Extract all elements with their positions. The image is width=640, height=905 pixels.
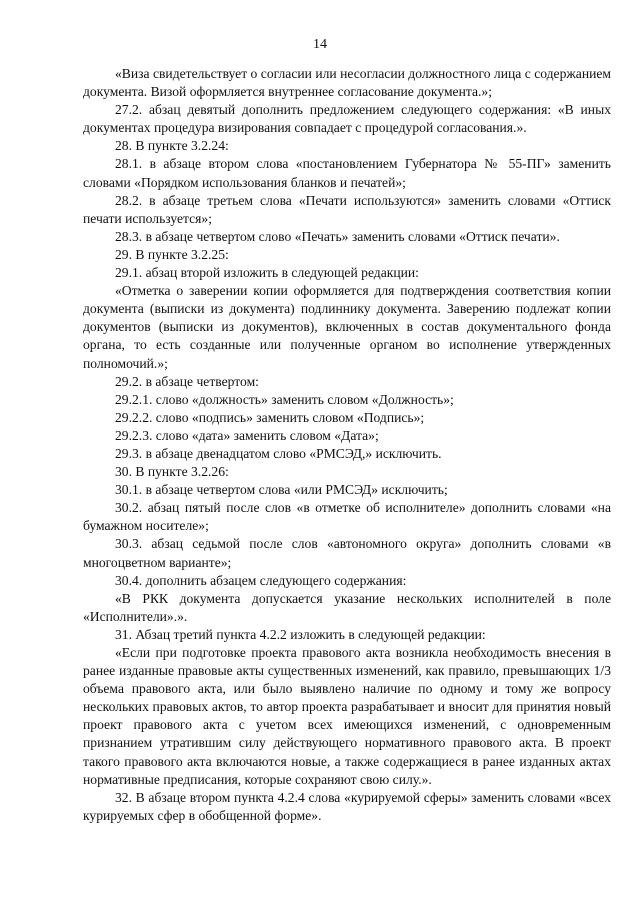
paragraph-29-2-1: 29.2.1. слово «должность» заменить словом «Должность»;: [115, 391, 454, 407]
paragraph-28: 28. В пункте 3.2.24:: [115, 138, 229, 154]
paragraph-28-3: 28.3. в абзаце четвертом слово «Печать» заменить словами «Оттиск печати».: [115, 228, 560, 244]
paragraph-28-1: 28.1. в абзаце втором слова «постановлением Губернатора № 55-ПГ» заменить словами «Порядком использования бланков и печатей»;: [83, 156, 611, 190]
paragraph-29-2-2: 29.2.2. слово «подпись» заменить словом «Подпись»;: [115, 409, 425, 425]
paragraph-27-2: 27.2. абзац девятый дополнить предложением следующего содержания: «В иных документах процедура визирования совпадает с процедурой согласования.».: [83, 102, 611, 136]
paragraph-30-4: 30.4. дополнить абзацем следующего содержания:: [115, 572, 407, 588]
paragraph-30-2: 30.2. абзац пятый после слов «в отметке об исполнителе» дополнить словами «на бумажном носителе»;: [83, 500, 611, 534]
paragraph-visa-quote: «Виза свидетельствует о согласии или несогласии должностного лица с содержанием документа. Визой оформляется внутреннее согласование документа.»;: [83, 66, 611, 100]
paragraph-32: 32. В абзаце втором пункта 4.2.4 слова «курируемой сферы» заменить словами «всех курируемых сфер в обобщенной форме».: [83, 789, 611, 823]
paragraph-rkk-quote: «В РКК документа допускается указание нескольких исполнителей в поле «Исполнители».».: [83, 590, 611, 624]
paragraph-29-1: 29.1. абзац второй изложить в следующей редакции:: [115, 265, 419, 281]
paragraph-31: 31. Абзац третий пункта 4.2.2 изложить в следующей редакции:: [115, 626, 486, 642]
paragraph-30-1: 30.1. в абзаце четвертом слова «или РМСЭД» исключить;: [115, 482, 448, 498]
paragraph-29-2: 29.2. в абзаце четвертом:: [115, 373, 259, 389]
page-number: 14: [313, 37, 327, 52]
paragraph-29: 29. В пункте 3.2.25:: [115, 246, 229, 262]
paragraph-28-2: 28.2. в абзаце третьем слова «Печати используются» заменить словами «Оттиск печати используется»;: [83, 192, 611, 226]
paragraph-30-3: 30.3. абзац седьмой после слов «автономного округа» дополнить словами «в многоцветном варианте»;: [83, 536, 611, 570]
paragraph-30: 30. В пункте 3.2.26:: [115, 464, 229, 480]
document-body: [83, 65, 611, 825]
paragraph-copy-certification-quote: «Отметка о заверении копии оформляется для подтверждения соответствия копии документа (выписки из документа) подлиннику документа. Заверению подлежат копии документов (выписки из документов), включенных в состав документального фонда органа, то есть созданные или полученные органом во исполнение утвержденных полномочий.»;: [83, 283, 611, 371]
paragraph-29-2-3: 29.2.3. слово «дата» заменить словом «Дата»;: [115, 427, 379, 443]
paragraph-29-3: 29.3. в абзаце двенадцатом слово «РМСЭД,» исключить.: [115, 445, 442, 461]
paragraph-legal-act-quote: «Если при подготовке проекта правового акта возникла необходимость внесения в ранее изданные правовые акты существенных изменений, как правило, превышающих 1/3 объема правового акта, или было выявлено наличие по одному и тому же вопросу нескольких правовых актов, то автор проекта разрабатывает и вносит для принятия новый проект правового акта с учетом всех имеющихся изменений, с одновременным признанием утратившим силу действующего нормативного правового акта. В проект такого правового акта включаются новые, а также содержащиеся в ранее изданных актах нормативные предписания, которые сохраняют свою силу.».: [83, 645, 611, 787]
